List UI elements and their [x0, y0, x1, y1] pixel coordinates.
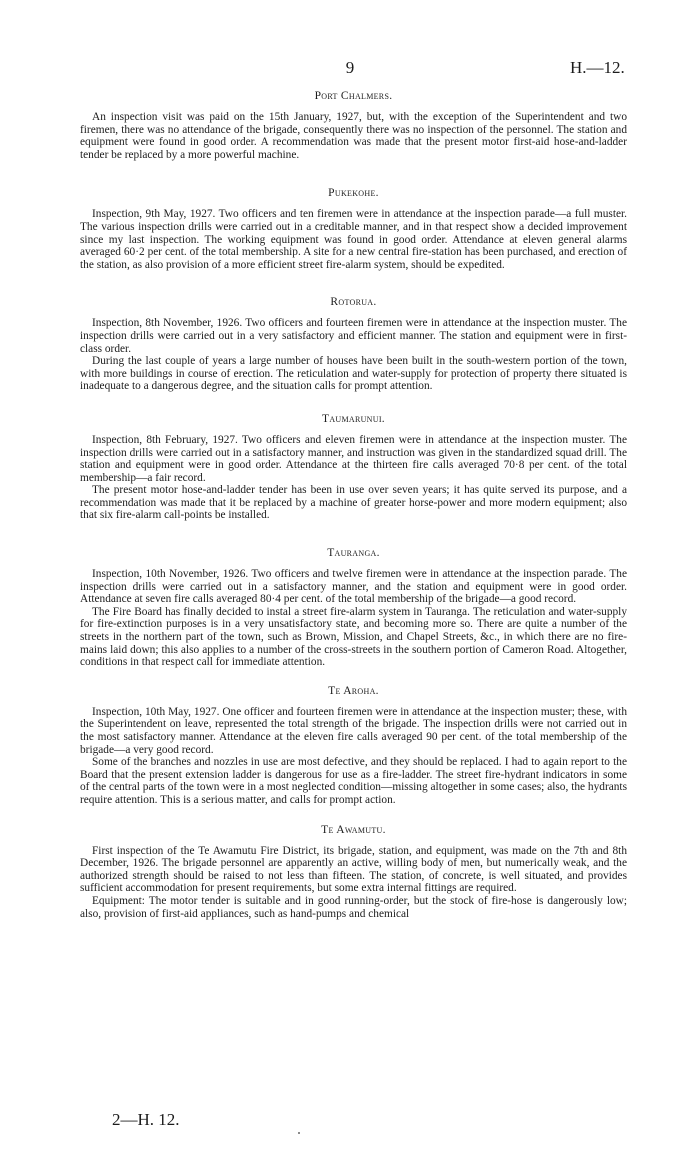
- section-tauranga: [80, 547, 627, 669]
- report-body: [80, 90, 627, 920]
- paragraph: Inspection, 8th February, 1927. Two officers and eleven firemen were in attendance at the inspection muster. The inspection drills were carried out in a satisfactory manner, and instruction was given in the standardized squad drill. The station and equipment were in good order. Attendance at the thirteen fire calls averaged 70·8 per cent. of the total membership—a fair record.: [80, 433, 627, 484]
- paragraph: Inspection, 10th November, 1926. Two officers and twelve firemen were in attendance at the inspection parade. The inspection drills were carried out in a satisfactory manner, and the station and equipment were in good order. Attendance at seven fire calls averaged 80·4 per cent. of the total membership of the brigade—a good record.: [80, 568, 627, 606]
- section-title: Rotorua.: [330, 296, 377, 309]
- section-title: Pukekohe.: [328, 187, 379, 200]
- paragraph: During the last couple of years a large number of houses have been built in the south-western portion of the town, with more buildings in course of erection. The reticulation and water-supply for protection of property there situated is inadequate to a dangerous degree, and the situation calls for prompt attention.: [80, 355, 627, 393]
- section-rotorua: [80, 296, 627, 393]
- paragraph: Equipment: The motor tender is suitable and in good running-order, but the stock of fire-hose is dangerously low; also, provision of first-aid appliances, such as hand-pumps and chemical: [80, 894, 627, 920]
- paragraph: Inspection, 9th May, 1927. Two officers and ten firemen were in attendance at the inspection parade—a full muster. The various inspection drills were carried out in a creditable manner, and in that respect show a decided improvement since my last inspection. The working equipment was found in good order. Attendance at eleven general alarms averaged 60·2 per cent. of the total membership. A site for a new central fire-station has been purchased, and erection of the station, as also provision of a more efficient street fire-alarm system, should be expedited.: [80, 208, 627, 271]
- section-title: Taumarunui.: [322, 412, 385, 425]
- document-reference: H.—12.: [570, 58, 625, 77]
- paragraph: An inspection visit was paid on the 15th January, 1927, but, with the exception of the Superintendent and two firemen, there was no attendance of the brigade, consequently there was no inspection of the personnel. The station and equipment were found in good order. A recommendation was made that the present motor first-aid hose-and-ladder tender be replaced by a more powerful machine.: [80, 111, 627, 161]
- section-pukekohe: [80, 187, 627, 271]
- section-title: Port Chalmers.: [314, 90, 393, 102]
- section-taumarunui: [80, 413, 627, 522]
- paragraph: Some of the branches and nozzles in use are most defective, and they should be replaced. I had to again report to the Board that the present extension ladder is dangerous for use as a fire-ladder. The street fire-hydrant indicators in some of the central parts of the town were in a most neglected condition—missing altogether in some cases; also, the hydrants require attention. This is a serious matter, and calls for prompt action.: [80, 756, 627, 806]
- sheet-signature: 2—H. 12.: [112, 1110, 180, 1129]
- section-port-chalmers: [80, 90, 627, 161]
- paragraph: First inspection of the Te Awamutu Fire District, its brigade, station, and equipment, was made on the 7th and 8th December, 1926. The brigade personnel are apparently an active, willing body of men, but numerically weak, and the authorized strength should be raised to not less than fifteen. The station, of concrete, is well situated, and provides sufficient accommodation for present requirements, but some extra internal fittings are required.: [80, 844, 627, 895]
- section-title: Te Aroha.: [328, 684, 379, 697]
- section-te-awamutu: [80, 824, 627, 921]
- paragraph: Inspection, 8th November, 1926. Two officers and fourteen firemen were in attendance at the inspection muster. The inspection drills were carried out in a very satisfactory and efficient manner. The station and equipment were in first-class order.: [80, 317, 627, 355]
- section-te-aroha: [80, 685, 627, 807]
- page-number: 9: [345, 58, 355, 77]
- section-title: Te Awamutu.: [321, 823, 386, 836]
- paragraph: The present motor hose-and-ladder tender has been in use over seven years; it has quite served its purpose, and a recommendation was made that it be replaced by a machine of greater horse-power and more modern equipment; also that six fire-alarm call-points be installed.: [80, 484, 627, 522]
- paragraph: Inspection, 10th May, 1927. One officer and fourteen firemen were in attendance at the inspection muster; these, with the Superintendent on leave, represented the total strength of the brigade. The inspection drills were not carried out in the most satisfactory manner. Attendance at the eleven fire calls averaged 90 per cent. of the total membership of the brigade—a very good record.: [80, 705, 627, 756]
- section-title: Tauranga.: [327, 547, 380, 560]
- paragraph: The Fire Board has finally decided to instal a street fire-alarm system in Tauranga. The reticulation and water-supply for fire-extinction purposes is in a very unsatisfactory state, and becoming more so. There are quite a number of the streets in the northern part of the town, such as Brown, Mission, and Chapel Streets, &c., in which there are no fire-mains laid down; this also applies to a number of the cross-streets in the southern portion of Cameron Road. Altogether, conditions in that respect call for immediate attention.: [80, 605, 627, 669]
- print-mark: [298, 1132, 300, 1134]
